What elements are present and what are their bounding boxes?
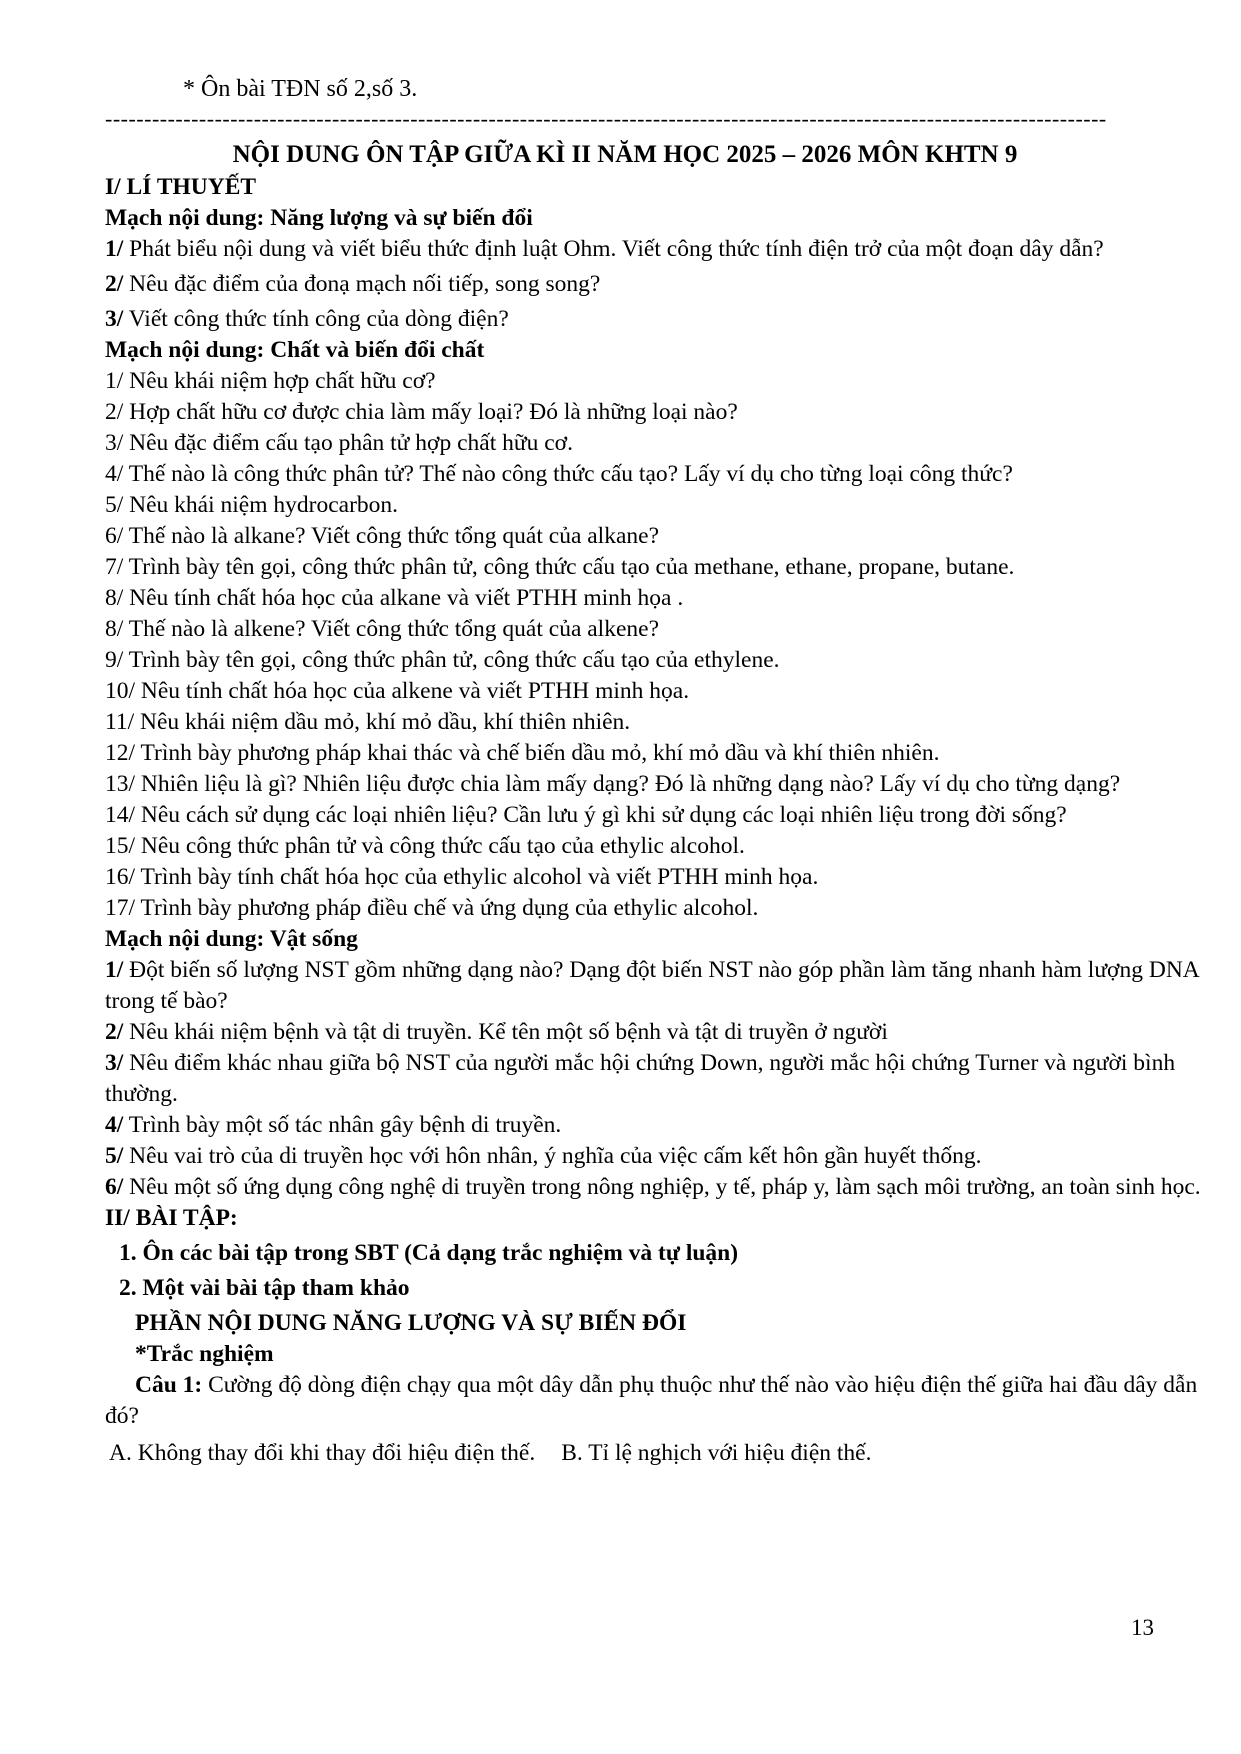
- item-text: Trình bày một số tác nhân gây bệnh di truyền.: [123, 1112, 562, 1138]
- answer-options: [109, 1438, 1205, 1469]
- item-number: 3/: [105, 306, 124, 332]
- item-number: 3/: [105, 1050, 124, 1076]
- section-theory-heading: I/ LÍ THUYẾT: [105, 174, 257, 200]
- list-item: 17/ Trình bày phương pháp điều chế và ứng dụng của ethylic alcohol.: [105, 895, 759, 921]
- list-item: 16/ Trình bày tính chất hóa học của ethylic alcohol và viết PTHH minh họa.: [105, 864, 819, 890]
- page-number: 13: [1131, 1615, 1154, 1640]
- part-heading: PHẦN NỘI DUNG NĂNG LƯỢNG VÀ SỰ BIẾN ĐỔI: [135, 1310, 687, 1336]
- item-number: 5/: [105, 1143, 124, 1169]
- list-item: [105, 269, 1205, 300]
- item-text: Nêu một số ứng dụng công nghệ di truyền trong nông nghiệp, y tế, pháp y, làm sạch môi trường, an toàn sinh học.: [123, 1174, 1201, 1200]
- list-item: 8/ Nêu tính chất hóa học của alkane và viết PTHH minh họa .: [105, 585, 684, 611]
- question-1: [105, 1370, 1205, 1432]
- item-text: Nêu vai trò của di truyền học với hôn nhân, ý nghĩa của việc cấm kết hôn gần huyết thống.: [123, 1143, 982, 1169]
- option-a: A. Không thay đổi khi thay đổi hiệu điện thế.: [109, 1440, 536, 1466]
- multiple-choice-heading: *Trắc nghiệm: [135, 1341, 274, 1367]
- item-text: Viết công thức tính công của dòng điện?: [123, 306, 509, 332]
- item-text: Nêu điểm khác nhau giữa bộ NST của người mắc hội chứng Down, người mắc hội chứng Turner và người bình thường.: [105, 1050, 1176, 1107]
- list-item: 9/ Trình bày tên gọi, công thức phân tử, công thức cấu tạo của ethylene.: [105, 647, 780, 673]
- item-number: 1/: [105, 236, 124, 262]
- item-text: Nêu đặc điểm của đonạ mạch nối tiếp, song song?: [123, 271, 601, 297]
- list-item: 4/ Thế nào là công thức phân tử? Thế nào công thức cấu tạo? Lấy ví dụ cho từng loại công thức?: [105, 461, 1013, 487]
- section-exercises-heading: II/ BÀI TẬP:: [105, 1205, 238, 1231]
- list-item: 6/ Thế nào là alkane? Viết công thức tổng quát của alkane?: [105, 523, 660, 549]
- list-item: 13/ Nhiên liệu là gì? Nhiên liệu được chia làm mấy dạng? Đó là những dạng nào? Lấy ví dụ cho từng dạng?: [105, 771, 1121, 797]
- list-item: [105, 234, 1205, 265]
- list-item: 11/ Nêu khái niệm dầu mỏ, khí mỏ dầu, khí thiên nhiên.: [105, 709, 631, 735]
- list-item: [105, 955, 1205, 1017]
- exercise-item-2: 2. Một vài bài tập tham khảo: [119, 1275, 410, 1301]
- exercise-item-1: 1. Ôn các bài tập trong SBT (Cả dạng trắc nghiệm và tự luận): [119, 1240, 739, 1266]
- list-item: 7/ Trình bày tên gọi, công thức phân tử, công thức cấu tạo của methane, ethane, propane, butane.: [105, 554, 1015, 580]
- list-item: [105, 1172, 1205, 1203]
- question-text: Cường độ dòng điện chạy qua một dây dẫn phụ thuộc như thế nào vào hiệu điện thế giữa hai đầu dây dẫn đó?: [105, 1372, 1198, 1429]
- page-content: [105, 74, 1205, 1469]
- item-text: Phát biểu nội dung và viết biểu thức định luật Ohm. Viết công thức tính điện trở của một đoạn dây dẫn?: [123, 236, 1104, 262]
- page-title: NỘI DUNG ÔN TẬP GIỮA KÌ II NĂM HỌC 2025 – 2026 MÔN KHTN 9: [232, 141, 1018, 168]
- list-item: [105, 1141, 1205, 1172]
- item-text: Đột biến số lượng NST gồm những dạng nào? Dạng đột biến NST nào góp phần làm tăng nhanh hàm lượng DNA trong tế bào?: [105, 957, 1199, 1014]
- item-number: 2/: [105, 1019, 124, 1045]
- note-line: * Ôn bài TĐN số 2,số 3.: [183, 76, 418, 102]
- list-item: 12/ Trình bày phương pháp khai thác và chế biến dầu mỏ, khí mỏ dầu và khí thiên nhiên.: [105, 740, 940, 766]
- list-item: [105, 1048, 1205, 1110]
- option-b: B. Tỉ lệ nghịch với hiệu điện thế.: [561, 1440, 872, 1466]
- list-item: 15/ Nêu công thức phân tử và công thức cấu tạo của ethylic alcohol.: [105, 833, 745, 859]
- item-number: 4/: [105, 1112, 124, 1138]
- list-item: 14/ Nêu cách sử dụng các loại nhiên liệu? Cần lưu ý gì khi sử dụng các loại nhiên liệu trong đời sống?: [105, 802, 1067, 828]
- group-energy-heading: Mạch nội dung: Năng lượng và sự biến đổi: [105, 205, 533, 231]
- list-item: 8/ Thế nào là alkene? Viết công thức tổng quát của alkene?: [105, 616, 660, 642]
- list-item: 10/ Nêu tính chất hóa học của alkene và viết PTHH minh họa.: [105, 678, 690, 704]
- item-number: 6/: [105, 1174, 124, 1200]
- item-number: 1/: [105, 957, 124, 983]
- list-item: 3/ Nêu đặc điểm cấu tạo phân tử hợp chất hữu cơ.: [105, 430, 573, 456]
- list-item: 5/ Nêu khái niệm hydrocarbon.: [105, 492, 399, 518]
- list-item: [105, 1110, 1205, 1141]
- item-number: 2/: [105, 271, 124, 297]
- list-item: [105, 1017, 1205, 1048]
- list-item: 1/ Nêu khái niệm hợp chất hữu cơ?: [105, 368, 436, 394]
- item-text: Nêu khái niệm bệnh và tật di truyền. Kể tên một số bệnh và tật di truyền ở người: [123, 1019, 888, 1045]
- group-matter-heading: Mạch nội dung: Chất và biến đổi chất: [105, 337, 485, 363]
- list-item: 2/ Hợp chất hữu cơ được chia làm mấy loại? Đó là những loại nào?: [105, 399, 738, 425]
- list-item: [105, 304, 1205, 335]
- question-label: Câu 1:: [135, 1372, 203, 1398]
- group-living-heading: Mạch nội dung: Vật sống: [105, 926, 358, 952]
- separator-line: --------------------------------------------------------------------------------------------------------------------------------: [105, 108, 1107, 130]
